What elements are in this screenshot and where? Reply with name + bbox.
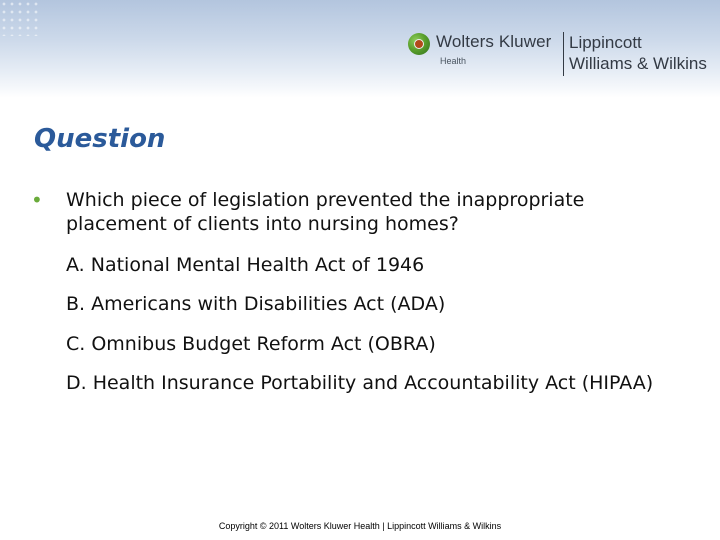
answer-option-c: C. Omnibus Budget Reform Act (OBRA) (66, 333, 436, 355)
logo-partner-line1: Lippincott (569, 33, 642, 52)
copyright-footer: Copyright © 2011 Wolters Kluwer Health | Lippincott Williams & Wilkins (218, 521, 502, 531)
header-band (0, 0, 720, 98)
slide-title: Question (34, 124, 166, 154)
header-dot-pattern (0, 0, 40, 36)
bullet-dot-icon: • (31, 188, 43, 212)
logo-sub-text: Health (440, 56, 467, 66)
logo-partner-text (569, 32, 707, 74)
company-logo (408, 30, 718, 80)
answer-option-a: A. National Mental Health Act of 1946 (66, 254, 425, 276)
logo-divider (563, 32, 564, 76)
question-text: Which piece of legislation prevented the inappropriate placement of clients into nursing homes? (66, 189, 585, 235)
logo-partner-line2: Williams & Wilkins (569, 54, 707, 73)
logo-brand-text: Wolters Kluwer (436, 32, 552, 51)
answer-option-b: B. Americans with Disabilities Act (ADA) (66, 293, 446, 315)
answer-option-d: D. Health Insurance Portability and Accountability Act (HIPAA) (66, 372, 654, 394)
wolters-kluwer-globe-icon (408, 33, 430, 55)
